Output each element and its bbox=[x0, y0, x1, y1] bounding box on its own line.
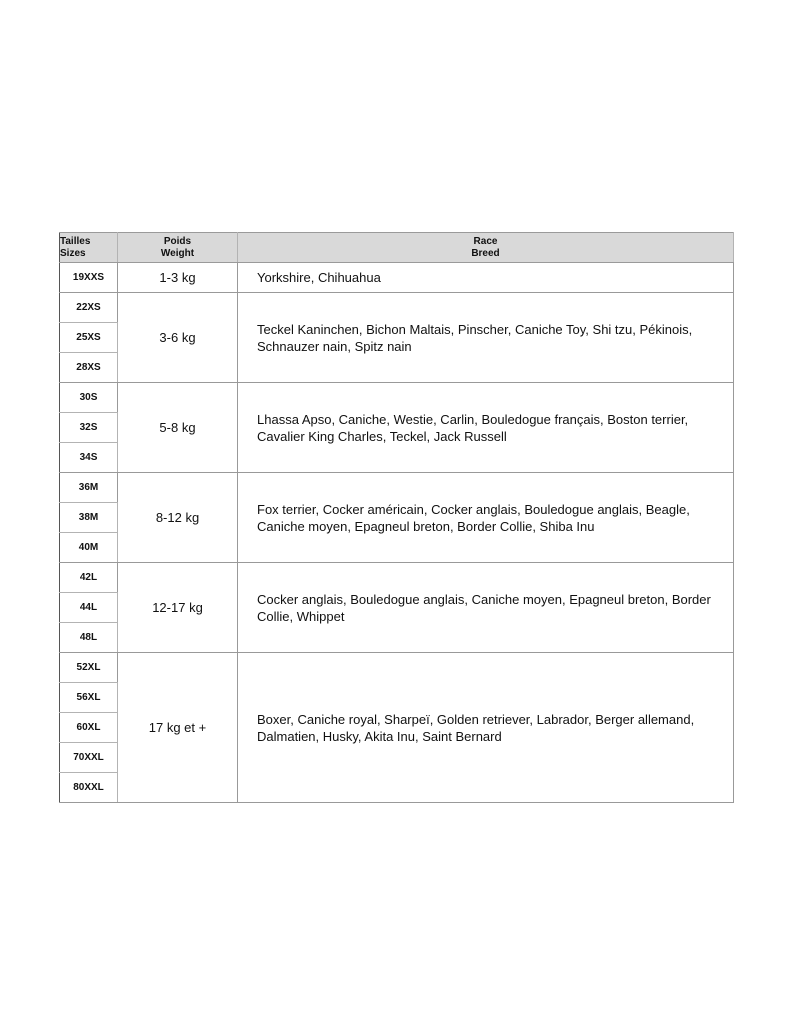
weight-cell: 5-8 kg bbox=[118, 383, 238, 473]
size-cell: 52XL bbox=[60, 653, 118, 683]
header-breed bbox=[238, 233, 734, 263]
size-cell: 28XS bbox=[60, 353, 118, 383]
weight-cell: 1-3 kg bbox=[118, 263, 238, 293]
header-size-en: Sizes bbox=[60, 247, 86, 259]
header-size-fr: Tailles bbox=[60, 235, 91, 247]
weight-cell: 12-17 kg bbox=[118, 563, 238, 653]
breed-cell: Fox terrier, Cocker américain, Cocker anglais, Bouledogue anglais, Beagle, Caniche moyen, Epagneul breton, Border Collie, Shiba Inu bbox=[238, 473, 734, 563]
size-cell: 19XXS bbox=[60, 263, 118, 293]
size-cell: 22XS bbox=[60, 293, 118, 323]
size-cell: 38M bbox=[60, 503, 118, 533]
breed-cell: Lhassa Apso, Caniche, Westie, Carlin, Bouledogue français, Boston terrier, Cavalier King Charles, Teckel, Jack Russell bbox=[238, 383, 734, 473]
breed-cell: Boxer, Caniche royal, Sharpeï, Golden retriever, Labrador, Berger allemand, Dalmatien, Husky, Akita Inu, Saint Bernard bbox=[238, 653, 734, 803]
weight-cell: 17 kg et + bbox=[118, 653, 238, 803]
table-row bbox=[60, 473, 734, 503]
size-chart-table bbox=[59, 232, 734, 803]
breed-cell: Teckel Kaninchen, Bichon Maltais, Pinscher, Caniche Toy, Shi tzu, Pékinois, Schnauzer nain, Spitz nain bbox=[238, 293, 734, 383]
header-breed-en: Breed bbox=[471, 247, 500, 259]
weight-cell: 8-12 kg bbox=[118, 473, 238, 563]
size-cell: 42L bbox=[60, 563, 118, 593]
header-size bbox=[60, 233, 118, 263]
breed-cell: Yorkshire, Chihuahua bbox=[238, 263, 734, 293]
size-cell: 32S bbox=[60, 413, 118, 443]
size-cell: 30S bbox=[60, 383, 118, 413]
size-cell: 34S bbox=[60, 443, 118, 473]
size-cell: 48L bbox=[60, 623, 118, 653]
header-weight-en: Weight bbox=[160, 247, 195, 259]
size-cell: 56XL bbox=[60, 683, 118, 713]
header-breed-fr: Race bbox=[473, 235, 498, 247]
table-row bbox=[60, 653, 734, 683]
breed-cell: Cocker anglais, Bouledogue anglais, Caniche moyen, Epagneul breton, Border Collie, Whippet bbox=[238, 563, 734, 653]
size-cell: 60XL bbox=[60, 713, 118, 743]
weight-cell: 3-6 kg bbox=[118, 293, 238, 383]
table-row bbox=[60, 383, 734, 413]
table-row bbox=[60, 293, 734, 323]
header-row bbox=[60, 233, 734, 263]
header-weight-fr: Poids bbox=[163, 235, 192, 247]
table-row bbox=[60, 563, 734, 593]
size-cell: 80XXL bbox=[60, 773, 118, 803]
size-cell: 25XS bbox=[60, 323, 118, 353]
header-weight bbox=[118, 233, 238, 263]
table-row bbox=[60, 263, 734, 293]
size-cell: 36M bbox=[60, 473, 118, 503]
size-cell: 44L bbox=[60, 593, 118, 623]
size-cell: 40M bbox=[60, 533, 118, 563]
size-cell: 70XXL bbox=[60, 743, 118, 773]
